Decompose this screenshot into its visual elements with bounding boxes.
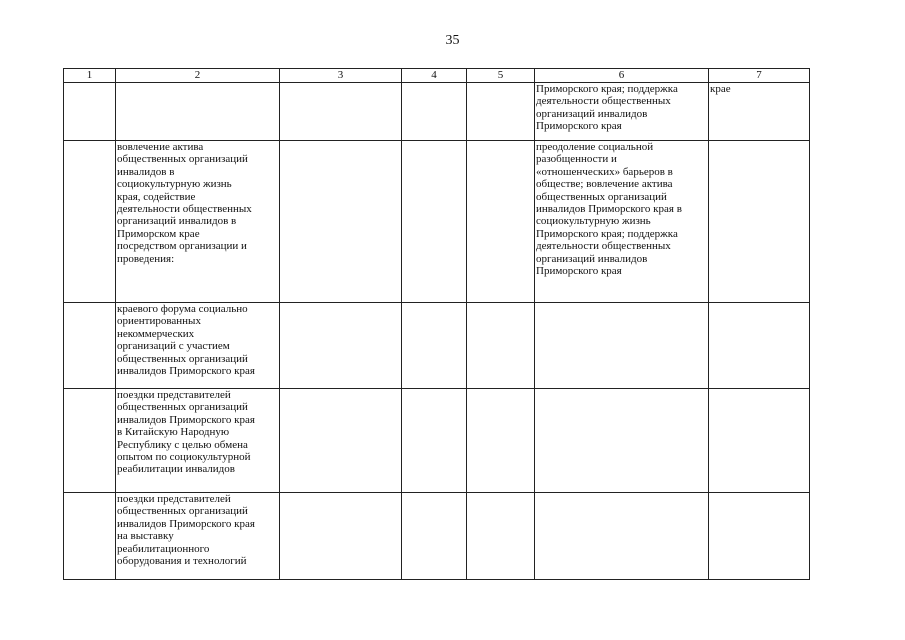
table-row bbox=[64, 141, 810, 303]
table-row bbox=[64, 83, 810, 141]
column-header: 1 bbox=[64, 69, 116, 83]
table-cell bbox=[402, 141, 467, 303]
table-cell bbox=[64, 141, 116, 303]
table-cell: преодоление социальной разобщенности и «отношенческих» барьеров в обществе; вовлечение актива общественных организаций инвалидов Приморского края в социокультурную жизнь Приморского края; поддержка деятельности общественных организаций инвалидов Приморского края bbox=[535, 141, 709, 303]
table-cell bbox=[402, 389, 467, 493]
table-cell bbox=[709, 389, 810, 493]
table-cell bbox=[709, 303, 810, 389]
column-header: 2 bbox=[116, 69, 280, 83]
table-cell bbox=[535, 303, 709, 389]
document-table bbox=[63, 68, 810, 580]
table-cell bbox=[116, 83, 280, 141]
column-header: 5 bbox=[467, 69, 535, 83]
table-cell bbox=[280, 389, 402, 493]
table-cell bbox=[467, 493, 535, 580]
table-cell bbox=[402, 303, 467, 389]
table-cell: крае bbox=[709, 83, 810, 141]
table-cell bbox=[467, 389, 535, 493]
table-cell bbox=[280, 493, 402, 580]
table-cell bbox=[709, 141, 810, 303]
table-cell: краевого форума социально ориентированных некоммерческих организаций с участием общественных организаций инвалидов Приморского края bbox=[116, 303, 280, 389]
table-cell bbox=[64, 83, 116, 141]
table-row bbox=[64, 303, 810, 389]
table-cell bbox=[402, 83, 467, 141]
column-number-row bbox=[64, 69, 810, 83]
page-number: 35 bbox=[445, 33, 460, 48]
column-header: 3 bbox=[280, 69, 402, 83]
table-cell bbox=[64, 389, 116, 493]
table-cell bbox=[467, 141, 535, 303]
table-cell: Приморского края; поддержка деятельности общественных организаций инвалидов Приморского края bbox=[535, 83, 709, 141]
table-cell bbox=[280, 141, 402, 303]
table-row bbox=[64, 389, 810, 493]
column-header: 6 bbox=[535, 69, 709, 83]
column-header: 4 bbox=[402, 69, 467, 83]
table-cell bbox=[709, 493, 810, 580]
table-cell bbox=[535, 389, 709, 493]
column-header: 7 bbox=[709, 69, 810, 83]
table-cell bbox=[64, 493, 116, 580]
table-cell bbox=[535, 493, 709, 580]
table-cell: поездки представителей общественных организаций инвалидов Приморского края в Китайскую Народную Республику с целью обмена опытом по социокультурной реабилитации инвалидов bbox=[116, 389, 280, 493]
table-cell bbox=[467, 303, 535, 389]
table-cell bbox=[467, 83, 535, 141]
table-cell bbox=[64, 303, 116, 389]
table-row bbox=[64, 493, 810, 580]
table-cell bbox=[280, 303, 402, 389]
table-cell: поездки представителей общественных организаций инвалидов Приморского края на выставку реабилитационного оборудования и технологий bbox=[116, 493, 280, 580]
table-cell bbox=[402, 493, 467, 580]
table-cell bbox=[280, 83, 402, 141]
table-cell: вовлечение актива общественных организаций инвалидов в социокультурную жизнь края, содействие деятельности общественных организаций инвалидов в Приморском крае посредством организации и проведения: bbox=[116, 141, 280, 303]
